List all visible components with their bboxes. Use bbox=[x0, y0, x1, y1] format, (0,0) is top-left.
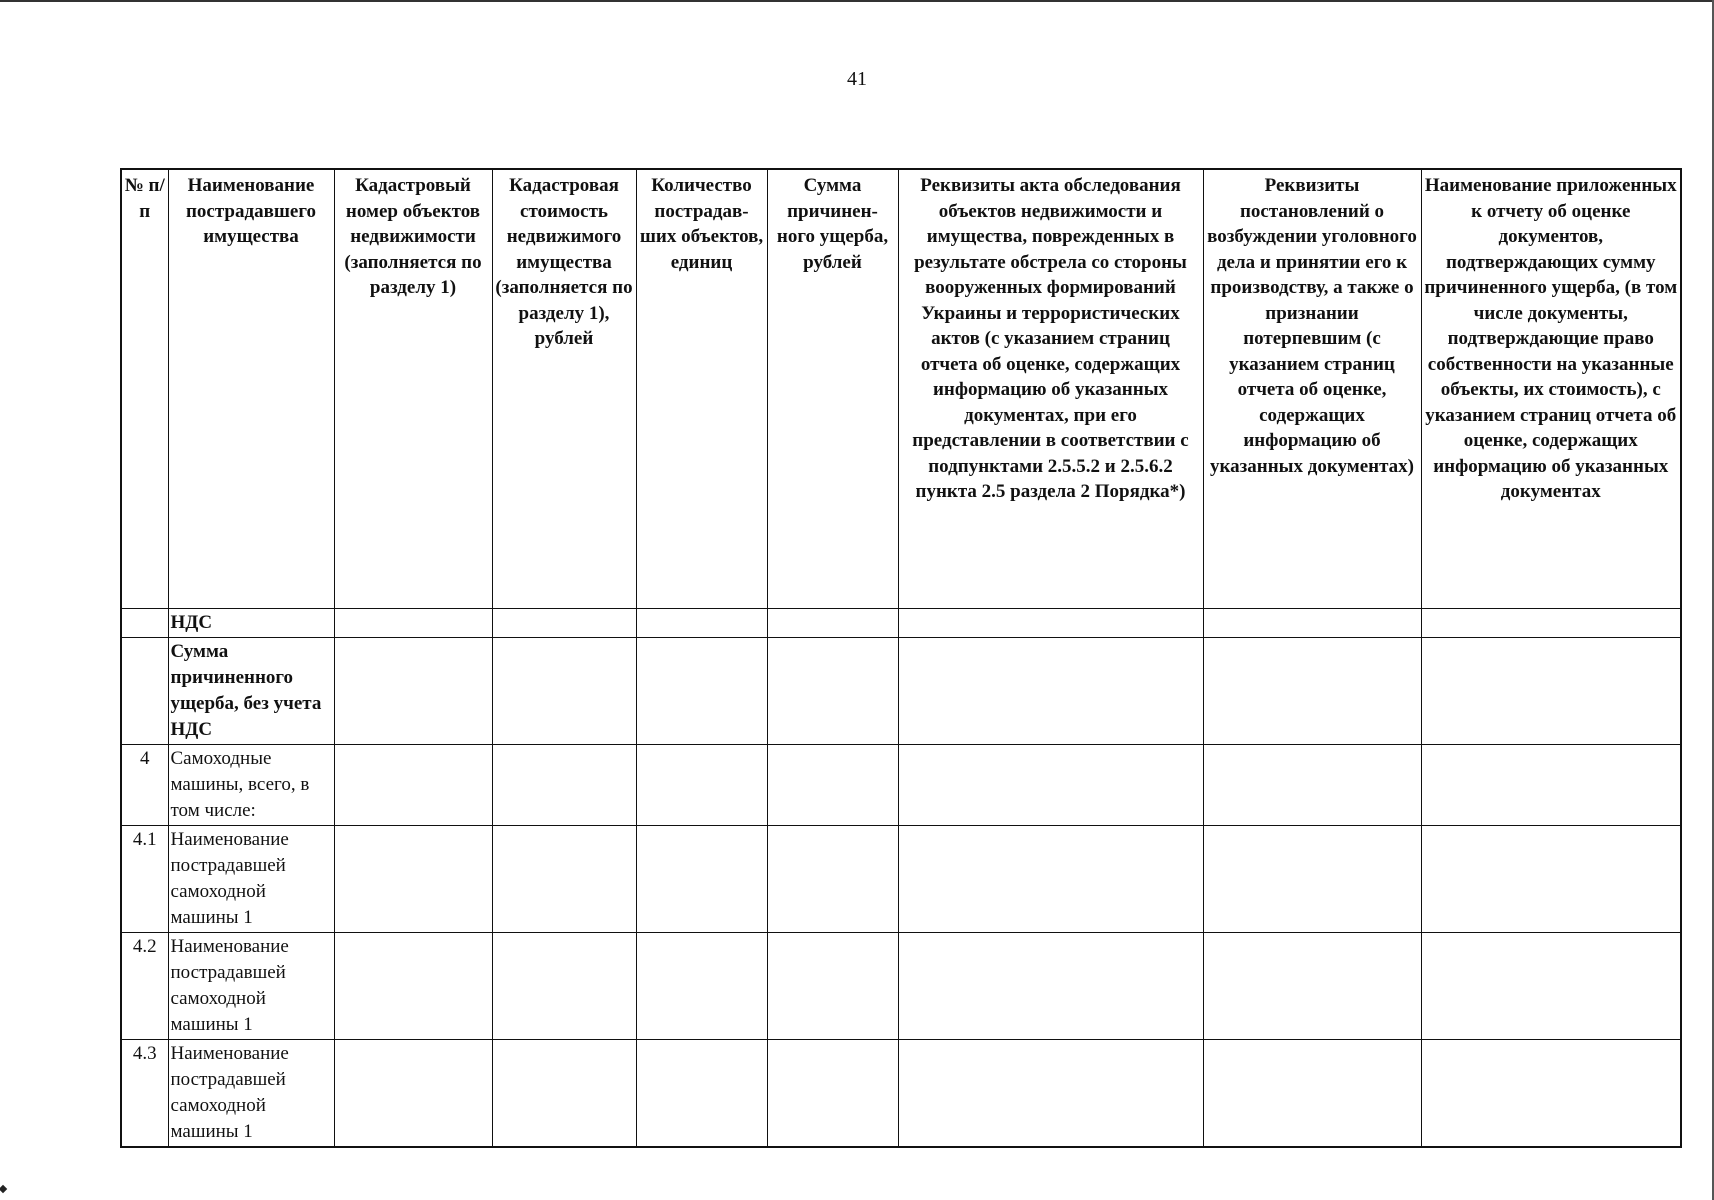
empty-cell bbox=[1421, 637, 1681, 744]
empty-cell bbox=[898, 825, 1203, 932]
empty-cell bbox=[492, 932, 636, 1039]
row-number-cell bbox=[121, 637, 168, 744]
scan-margin-mark bbox=[0, 1185, 7, 1193]
header-cell: Наименование приложенных к отчету об оценке документов, подтверждающих сумму причиненного ущерба, (в том числе документы, подтверждающие право собственности на указанные объекты, их стоимость), с указанием страниц отчета об оценке, содержащих информацию об указанных документах bbox=[1421, 169, 1681, 608]
empty-cell bbox=[898, 744, 1203, 825]
table-row bbox=[121, 637, 1681, 744]
empty-cell bbox=[898, 608, 1203, 637]
empty-cell bbox=[636, 1039, 767, 1147]
empty-cell bbox=[898, 637, 1203, 744]
empty-cell bbox=[492, 637, 636, 744]
empty-cell bbox=[767, 608, 898, 637]
empty-cell bbox=[1421, 608, 1681, 637]
row-number-cell: 4 bbox=[121, 744, 168, 825]
row-name-cell: Сумма причиненного ущерба, без учета НДС bbox=[168, 637, 334, 744]
empty-cell bbox=[1421, 825, 1681, 932]
header-cell: № п/п bbox=[121, 169, 168, 608]
empty-cell bbox=[334, 825, 492, 932]
empty-cell bbox=[767, 932, 898, 1039]
table-row bbox=[121, 825, 1681, 932]
damage-report-table bbox=[120, 168, 1682, 1148]
empty-cell bbox=[636, 744, 767, 825]
empty-cell bbox=[767, 744, 898, 825]
row-number-cell: 4.2 bbox=[121, 932, 168, 1039]
row-name-cell: Наименование пострадавшей самоходной машины 1 bbox=[168, 825, 334, 932]
header-cell: Кадастровая стоимость недвижимого имущества (заполняется по разделу 1), рублей bbox=[492, 169, 636, 608]
empty-cell bbox=[1421, 1039, 1681, 1147]
header-cell: Сумма причинен-ного ущерба, рублей bbox=[767, 169, 898, 608]
row-name-cell: Наименование пострадавшей самоходной машины 1 bbox=[168, 932, 334, 1039]
empty-cell bbox=[492, 608, 636, 637]
header-cell: Наименование пострадавшего имущества bbox=[168, 169, 334, 608]
empty-cell bbox=[767, 825, 898, 932]
table-row bbox=[121, 608, 1681, 637]
empty-cell bbox=[767, 1039, 898, 1147]
empty-cell bbox=[898, 932, 1203, 1039]
empty-cell bbox=[636, 932, 767, 1039]
empty-cell bbox=[636, 608, 767, 637]
empty-cell bbox=[636, 637, 767, 744]
empty-cell bbox=[1203, 637, 1421, 744]
empty-cell bbox=[1203, 1039, 1421, 1147]
empty-cell bbox=[334, 744, 492, 825]
header-cell: Количество пострадав-ших объектов, единиц bbox=[636, 169, 767, 608]
empty-cell bbox=[1421, 744, 1681, 825]
header-cell: Кадастровый номер объектов недвижимости (заполняется по разделу 1) bbox=[334, 169, 492, 608]
header-cell: Реквизиты постановлений о возбуждении уголовного дела и принятии его к производству, а также о признании потерпевшим (с указанием страниц отчета об оценке, содержащих информацию об указанных документах) bbox=[1203, 169, 1421, 608]
empty-cell bbox=[492, 1039, 636, 1147]
scan-edge-top bbox=[0, 0, 1714, 2]
empty-cell bbox=[334, 608, 492, 637]
table-row bbox=[121, 932, 1681, 1039]
empty-cell bbox=[492, 825, 636, 932]
row-number-cell bbox=[121, 608, 168, 637]
row-number-cell: 4.3 bbox=[121, 1039, 168, 1147]
table-row bbox=[121, 744, 1681, 825]
empty-cell bbox=[334, 1039, 492, 1147]
row-number-cell: 4.1 bbox=[121, 825, 168, 932]
table-row bbox=[121, 1039, 1681, 1147]
header-row bbox=[121, 169, 1681, 608]
row-name-cell: НДС bbox=[168, 608, 334, 637]
empty-cell bbox=[1203, 825, 1421, 932]
page-number: 41 bbox=[847, 68, 867, 90]
empty-cell bbox=[636, 825, 767, 932]
empty-cell bbox=[1203, 932, 1421, 1039]
empty-cell bbox=[767, 637, 898, 744]
empty-cell bbox=[1203, 744, 1421, 825]
row-name-cell: Наименование пострадавшей самоходной машины 1 bbox=[168, 1039, 334, 1147]
empty-cell bbox=[1203, 608, 1421, 637]
empty-cell bbox=[334, 932, 492, 1039]
empty-cell bbox=[492, 744, 636, 825]
empty-cell bbox=[898, 1039, 1203, 1147]
empty-cell bbox=[1421, 932, 1681, 1039]
empty-cell bbox=[334, 637, 492, 744]
row-name-cell: Самоходные машины, всего, в том числе: bbox=[168, 744, 334, 825]
header-cell: Реквизиты акта обследования объектов недвижимости и имущества, поврежденных в результате обстрела со стороны вооруженных формирований Украины и террористических актов (с указанием страниц отчета об оценке, содержащих информацию об указанных документах, при его представлении в соответствии с подпунктами 2.5.5.2 и 2.5.6.2 пункта 2.5 раздела 2 Порядка*) bbox=[898, 169, 1203, 608]
